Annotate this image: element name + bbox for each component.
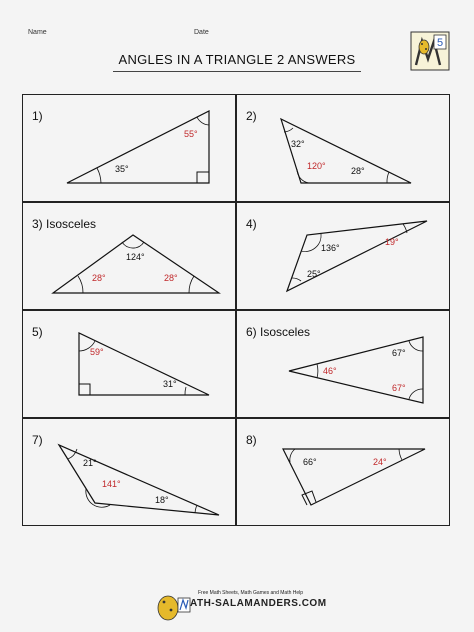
problem-label: 1) [32, 109, 43, 123]
answer-angle: 59° [90, 347, 104, 357]
given-angle: 21° [83, 458, 97, 468]
triangle-diagram [237, 311, 451, 419]
answer-angle: 28° [92, 273, 106, 283]
answer-angle: 24° [373, 457, 387, 467]
triangle-diagram [237, 203, 451, 311]
triangle-diagram [237, 95, 451, 203]
given-angle: 66° [303, 457, 317, 467]
problem-label: 7) [32, 433, 43, 447]
given-angle: 31° [163, 379, 177, 389]
problem-label: 3) Isosceles [32, 217, 97, 231]
problem-6 [236, 310, 450, 418]
given-angle: 136° [321, 243, 340, 253]
name-label: Name [28, 29, 47, 36]
problem-5 [22, 310, 236, 418]
given-angle: 35° [115, 164, 129, 174]
footer-brand: ATH-SALAMANDERS.COM [190, 598, 327, 609]
answer-angle: 120° [307, 161, 326, 171]
page-title: ANGLES IN A TRIANGLE 2 ANSWERS [118, 52, 356, 67]
triangle-diagram [237, 419, 451, 527]
problem-8 [236, 418, 450, 526]
problem-1 [22, 94, 236, 202]
answer-angle: 28° [164, 273, 178, 283]
given-angle: 18° [155, 495, 169, 505]
problem-3 [22, 202, 236, 310]
logo-grade: 5 [436, 37, 444, 49]
problem-label: 6) Isosceles [246, 325, 311, 339]
problem-7 [22, 418, 236, 526]
problem-label: 2) [246, 109, 257, 123]
answer-angle: 55° [184, 129, 198, 139]
answer-angle: 67° [392, 383, 406, 393]
problem-label: 5) [32, 325, 43, 339]
triangle-diagram [23, 311, 237, 419]
footer-tagline: Free Math Sheets, Math Games and Math Help [198, 590, 304, 596]
given-angle: 124° [126, 252, 145, 262]
problem-label: 8) [246, 433, 257, 447]
given-angle: 25° [307, 269, 321, 279]
answer-angle: 46° [323, 366, 337, 376]
answer-angle: 141° [102, 479, 121, 489]
problem-4 [236, 202, 450, 310]
date-label: Date [194, 29, 209, 36]
triangle-diagram [23, 95, 237, 203]
given-angle: 67° [392, 348, 406, 358]
title-underline [113, 71, 361, 72]
given-angle: 32° [291, 139, 305, 149]
answer-angle: 19° [385, 237, 399, 247]
triangle-diagram [23, 203, 237, 311]
given-angle: 28° [351, 166, 365, 176]
problem-label: 4) [246, 217, 257, 231]
triangle-diagram [23, 419, 237, 527]
problem-2 [236, 94, 450, 202]
